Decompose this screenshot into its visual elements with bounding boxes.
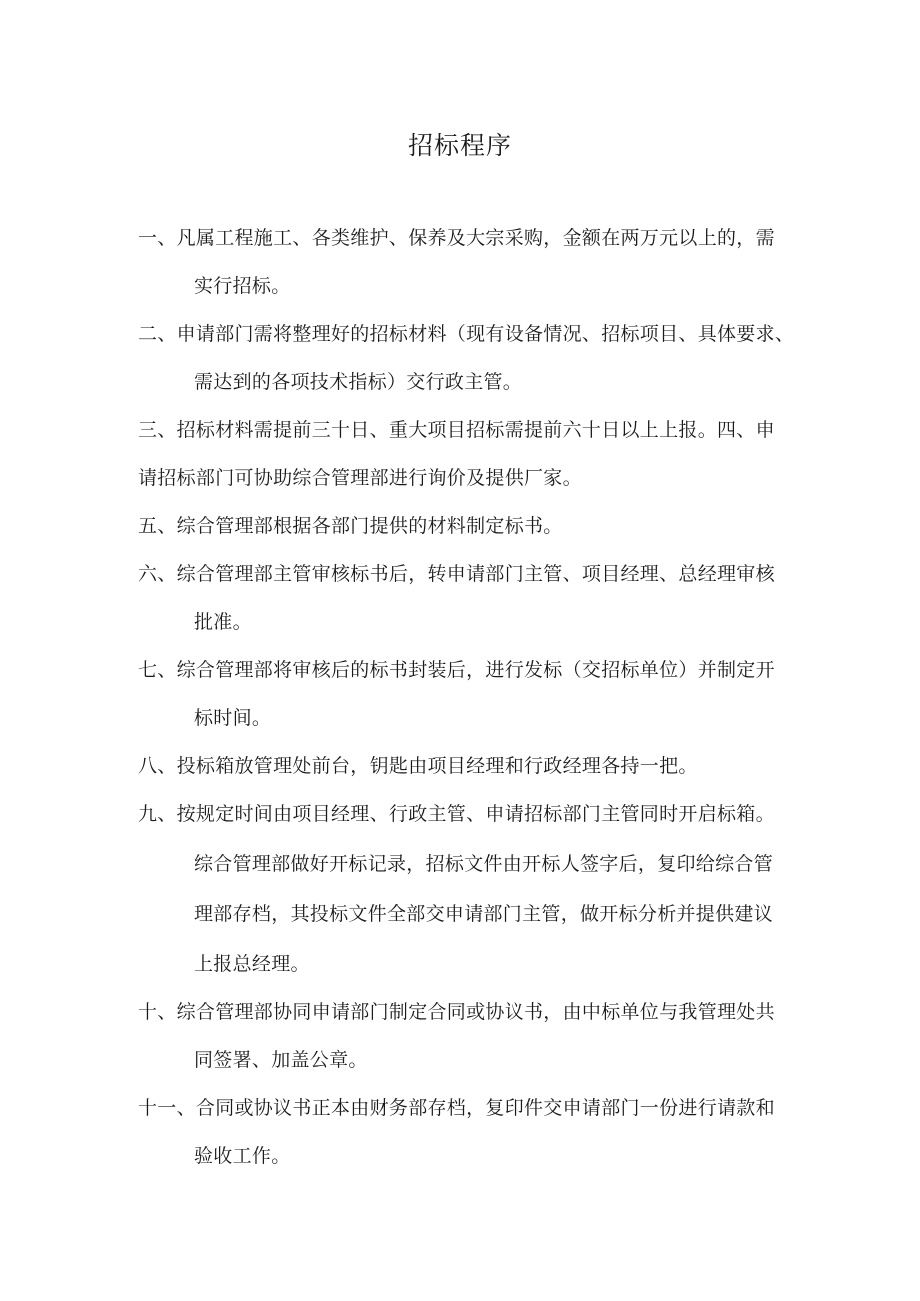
- document-title: 招标程序: [407, 131, 512, 160]
- item-6-line-2: 批准。: [194, 611, 252, 633]
- item-7-line-2: 标时间。: [194, 707, 272, 729]
- item-7-line-1: 七、综合管理部将审核后的标书封装后，进行发标（交招标单位）并制定开: [138, 659, 775, 681]
- item-2-line-2: 需达到的各项技术指标）交行政主管。: [194, 371, 523, 393]
- item-8-line-1: 八、投标箱放管理处前台，钥匙由项目经理和行政经理各持一把。: [138, 755, 698, 777]
- item-9-line-1: 九、按规定时间由项目经理、行政主管、申请招标部门主管同时开启标箱。: [138, 803, 775, 825]
- item-10-line-1: 十、综合管理部协同申请部门制定合同或协议书，由中标单位与我管理处共: [138, 1001, 775, 1023]
- item-10-line-2: 同签署、加盖公章。: [194, 1049, 368, 1071]
- item-1-line-1: 一、凡属工程施工、各类维护、保养及大宗采购，金额在两万元以上的，需: [138, 227, 775, 249]
- item-9-line-4: 上报总经理。: [194, 953, 310, 975]
- item-2-line-1: 二、申请部门需将整理好的招标材料（现有设备情况、招标项目、具体要求、: [138, 323, 795, 345]
- item-3-line-2: 请招标部门可协助综合管理部进行询价及提供厂家。: [138, 467, 582, 489]
- item-3-line-1: 三、招标材料需提前三十日、重大项目招标需提前六十日以上上报。四、申: [138, 419, 775, 441]
- item-11-line-1: 十一、合同或协议书正本由财务部存档，复印件交申请部门一份进行请款和: [138, 1097, 775, 1119]
- item-1-line-2: 实行招标。: [194, 275, 291, 297]
- item-11-line-2: 验收工作。: [194, 1145, 291, 1167]
- item-5-line-1: 五、综合管理部根据各部门提供的材料制定标书。: [138, 515, 563, 537]
- item-9-line-2: 综合管理部做好开标记录，招标文件由开标人签字后，复印给综合管: [194, 853, 774, 875]
- item-9-line-3: 理部存档，其投标文件全部交申请部门主管，做开标分析并提供建议: [194, 903, 774, 925]
- item-6-line-1: 六、综合管理部主管审核标书后，转申请部门主管、项目经理、总经理审核: [138, 563, 775, 585]
